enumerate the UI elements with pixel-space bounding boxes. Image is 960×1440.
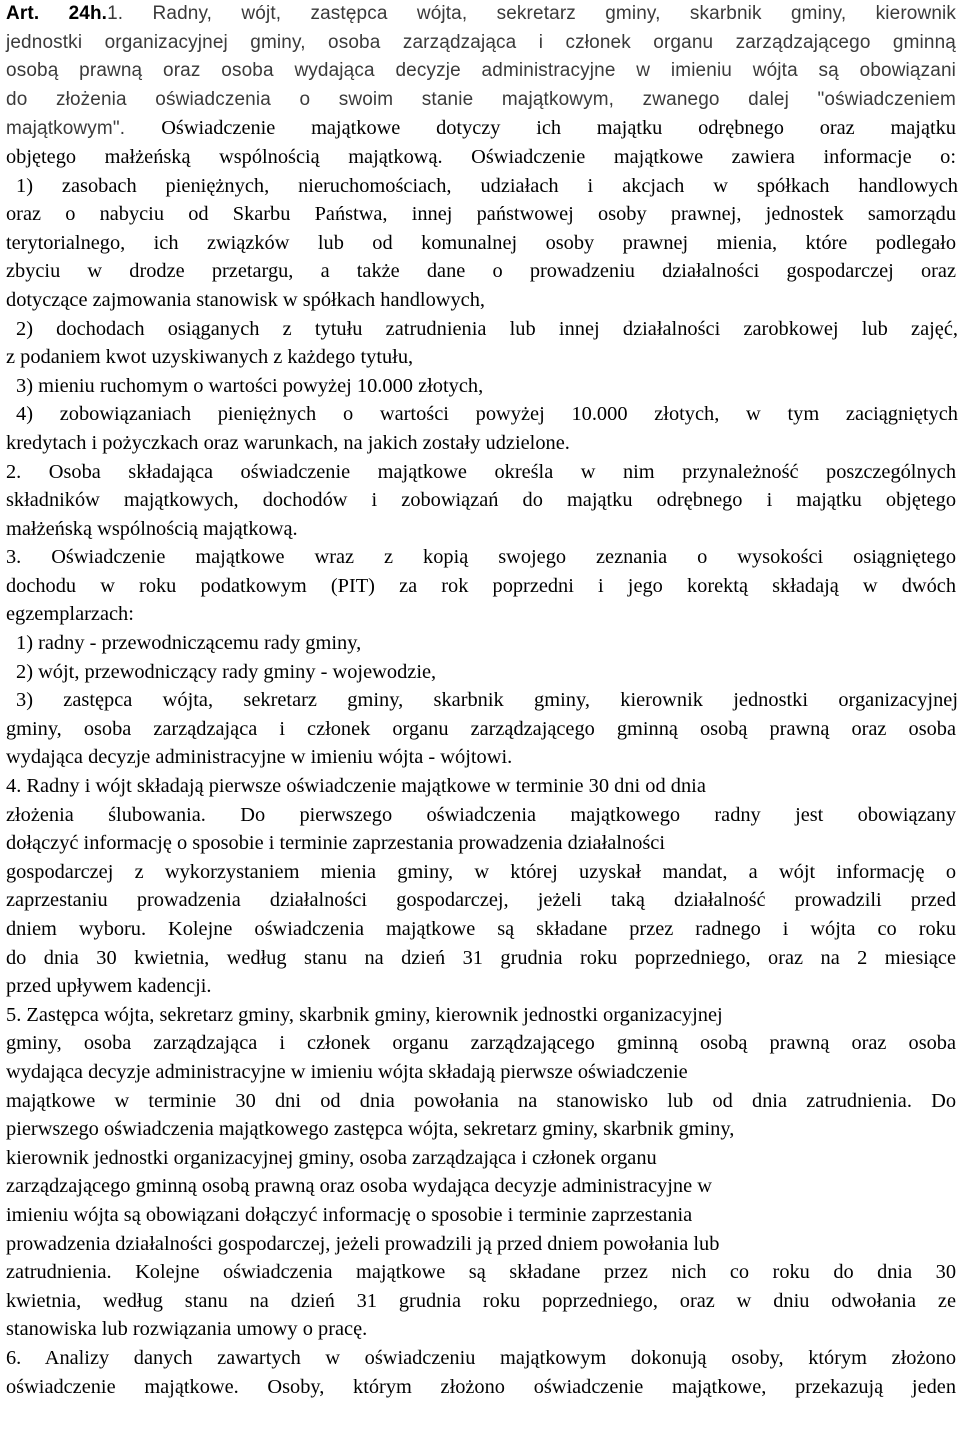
doc-line <box>6 1001 958 1030</box>
doc-line <box>6 1230 958 1259</box>
line-text: dołączyć informację o sposobie i terminie zaprzestania prowadzenia działalności <box>6 832 666 855</box>
doc-line <box>6 686 958 715</box>
line-text: 1) radny - przewodniczącemu rady gminy, <box>16 632 362 655</box>
doc-line <box>6 1258 956 1287</box>
line-text: 2) dochodach osiąganych z tytułu zatrudnienia lub innej działalności zarobkowej lub zajęć, <box>16 317 958 340</box>
line-text: oraz o nabyciu od Skarbu Państwa, innej państwowej osoby prawnej, jednostek samorządu <box>6 203 957 226</box>
line-text: wydająca decyzje administracyjne w imieniu wójta składają pierwsze oświadczenie <box>6 1060 688 1083</box>
line-text: kierownik jednostki organizacyjnej gminy, osoba zarządzająca i członek organu <box>6 1146 657 1169</box>
line-text: 4. Radny i wójt składają pierwsze oświadczenie majątkowe w terminie 30 dni od dnia <box>6 775 706 798</box>
doc-line <box>6 1287 956 1316</box>
doc-line <box>6 1373 956 1402</box>
doc-line <box>6 143 956 172</box>
line-text: z podaniem kwot uzyskiwanych z każdego tytułu, <box>6 346 414 369</box>
line-text: gminy, osoba zarządzająca i członek organu zarządzającego gminną osobą prawną oraz osoba <box>6 717 957 740</box>
doc-line <box>6 172 958 201</box>
doc-line <box>6 743 958 772</box>
line-text: zatrudnienia. Kolejne oświadczenia majątkowe są składane przez nich co roku do dnia 30 <box>6 1261 957 1284</box>
doc-line <box>6 1144 958 1173</box>
line-text: składników majątkowych, dochodów i zobowiązań do majątku odrębnego i majątku objętego <box>6 489 957 512</box>
line-text: imieniu wójta są obowiązani dołączyć informację o sposobie i terminie zaprzestania <box>6 1203 693 1226</box>
line-text: zbyciu w drodze przetargu, a także dane o prowadzeniu działalności gospodarczej oraz <box>6 260 957 283</box>
line-text: zarządzającego gminną osobą prawną oraz osoba wydająca decyzje administracyjne w <box>6 1175 712 1198</box>
doc-line <box>6 944 956 973</box>
doc-line <box>6 286 958 315</box>
line-text: kredytach i pożyczkach oraz warunkach, na jakich zostały udzielone. <box>6 431 570 454</box>
line-text: pierwszego oświadczenia majątkowego zastępca wójta, sekretarz gminy, skarbnik gminy, <box>6 1118 735 1141</box>
doc-line <box>6 1344 956 1373</box>
line-text: majątkowe w terminie 30 dni od dnia powołania na stanowisko lub od dnia zatrudnienia. Do <box>6 1089 957 1112</box>
doc-line <box>6 114 956 143</box>
doc-line <box>6 372 958 401</box>
doc-line <box>6 829 958 858</box>
line-text: 1) zasobach pieniężnych, nieruchomościach, udziałach i akcjach w spółkach handlowych <box>16 174 958 197</box>
line-text: jednostki organizacyjnej gminy, osoba zarządzająca i członek organu zarządzającego gminną <box>6 31 957 53</box>
doc-line <box>6 772 958 801</box>
document-body <box>6 29 958 1402</box>
doc-line <box>6 715 956 744</box>
line-text: do dnia 30 kwietnia, według stanu na dzień 31 grudnia roku poprzedniego, oraz na 2 miesiące <box>6 946 957 969</box>
line-text: 4) zobowiązaniach pieniężnych o wartości powyżej 10.000 złotych, w tym zaciągniętych <box>16 403 958 426</box>
doc-line <box>6 801 956 830</box>
doc-line <box>6 200 956 229</box>
line-text: przed upływem kadencji. <box>6 975 212 998</box>
doc-line <box>6 886 956 915</box>
line-text: 2) wójt, przewodniczący rady gminy - wojewodzie, <box>16 660 437 683</box>
line-text: do złożenia oświadczenia o swoim stanie majątkowym, zwanego dalej "oświadczeniem <box>6 88 957 110</box>
doc-line <box>6 257 956 286</box>
doc-line <box>6 543 956 572</box>
doc-line <box>6 229 956 258</box>
doc-line <box>6 600 958 629</box>
doc-line <box>6 57 956 86</box>
line-text: 3. Oświadczenie majątkowe wraz z kopią swojego zeznania o wysokości osiągniętego <box>6 546 957 569</box>
line-text: prowadzenia działalności gospodarczej, jeżeli prowadzili ją przed dniem powołania lub <box>6 1232 720 1255</box>
doc-line <box>6 29 956 58</box>
line-text-serif-part: Oświadczenie majątkowe dotyczy ich majątku odrębnego oraz majątku <box>161 117 956 140</box>
doc-line <box>6 86 956 115</box>
line-text: kwietnia, według stanu na dzień 31 grudnia roku poprzedniego, oraz w dniu odwołania ze <box>6 1289 957 1312</box>
line-text: 3) zastępca wójta, sekretarz gminy, skarbnik gminy, kierownik jednostki organizacyjnej <box>16 689 958 712</box>
line-text: 2. Osoba składająca oświadczenie majątkowe określa w nim przynależność poszczególnych <box>6 460 957 483</box>
doc-line <box>6 515 958 544</box>
article-label: Art. 24h. <box>6 3 108 24</box>
doc-line <box>6 429 958 458</box>
doc-line <box>6 658 958 687</box>
line-text: egzemplarzach: <box>6 603 134 626</box>
doc-line <box>6 1058 958 1087</box>
line-text: dotyczące zajmowania stanowisk w spółkach handlowych, <box>6 288 486 311</box>
doc-line <box>6 1201 958 1230</box>
line-text: stanowiska lub rozwiązania umowy o pracę. <box>6 1318 368 1341</box>
doc-line <box>6 1087 956 1116</box>
line-text: małżeńską wspólnością majątkową. <box>6 517 298 540</box>
line-text: wydająca decyzje administracyjne w imieniu wójta - wójtowi. <box>6 746 513 769</box>
doc-line <box>6 858 956 887</box>
line-text: osobą prawną oraz osoba wydająca decyzje administracyjne w imieniu wójta są obowiązani <box>6 60 957 82</box>
line-text: 5. Zastępca wójta, sekretarz gminy, skarbnik gminy, kierownik jednostki organizacyjnej <box>6 1003 723 1026</box>
doc-line <box>6 1172 958 1201</box>
line-text: oświadczenie majątkowe. Osoby, którym złożono oświadczenie majątkowe, przekazują jeden <box>6 1375 957 1398</box>
doc-line <box>6 400 958 429</box>
doc-line <box>6 486 956 515</box>
doc-line <box>6 572 956 601</box>
doc-line <box>6 915 956 944</box>
doc-line <box>6 1315 958 1344</box>
line-text: 6. Analizy danych zawartych w oświadczeniu majątkowym dokonują osoby, którym złożono <box>6 1346 957 1369</box>
line-text: 1. Radny, wójt, zastępca wójta, sekretarz gminy, skarbnik gminy, kierownik <box>107 3 957 24</box>
line-text: objętego małżeńską wspólnością majątkową. Oświadczenie majątkowe zawiera informacje o: <box>6 145 957 168</box>
document-page <box>6 0 958 1401</box>
doc-line <box>6 315 958 344</box>
doc-line <box>6 0 956 29</box>
line-text: terytorialnego, ich związków lub od komunalnej osoby prawnej mienia, które podlegało <box>6 231 957 254</box>
line-text: dniem wyboru. Kolejne oświadczenia majątkowe są składane przez radnego i wójta co roku <box>6 918 957 940</box>
line-text: złożenia ślubowania. Do pierwszego oświadczenia majątkowego radny jest obowiązany <box>6 803 957 826</box>
line-text: 3) mieniu ruchomym o wartości powyżej 10.000 złotych, <box>16 374 484 397</box>
doc-line <box>6 458 956 487</box>
line-text-sans-part: majątkowym". <box>6 118 162 140</box>
doc-line <box>6 1029 956 1058</box>
line-text: dochodu w roku podatkowym (PIT) za rok poprzedni i jego korektą składają w dwóch <box>6 574 957 597</box>
doc-line <box>6 629 958 658</box>
doc-line <box>6 343 958 372</box>
line-text: gminy, osoba zarządzająca i członek organu zarządzającego gminną osobą prawną oraz osoba <box>6 1032 957 1055</box>
line-text: gospodarczej z wykorzystaniem mienia gminy, w której uzyskał mandat, a wójt informację o <box>6 860 957 883</box>
line-text: zaprzestaniu prowadzenia działalności gospodarczej, jeżeli taką działalność prowadzili przed <box>6 889 957 912</box>
doc-line <box>6 972 958 1001</box>
doc-line <box>6 1115 958 1144</box>
